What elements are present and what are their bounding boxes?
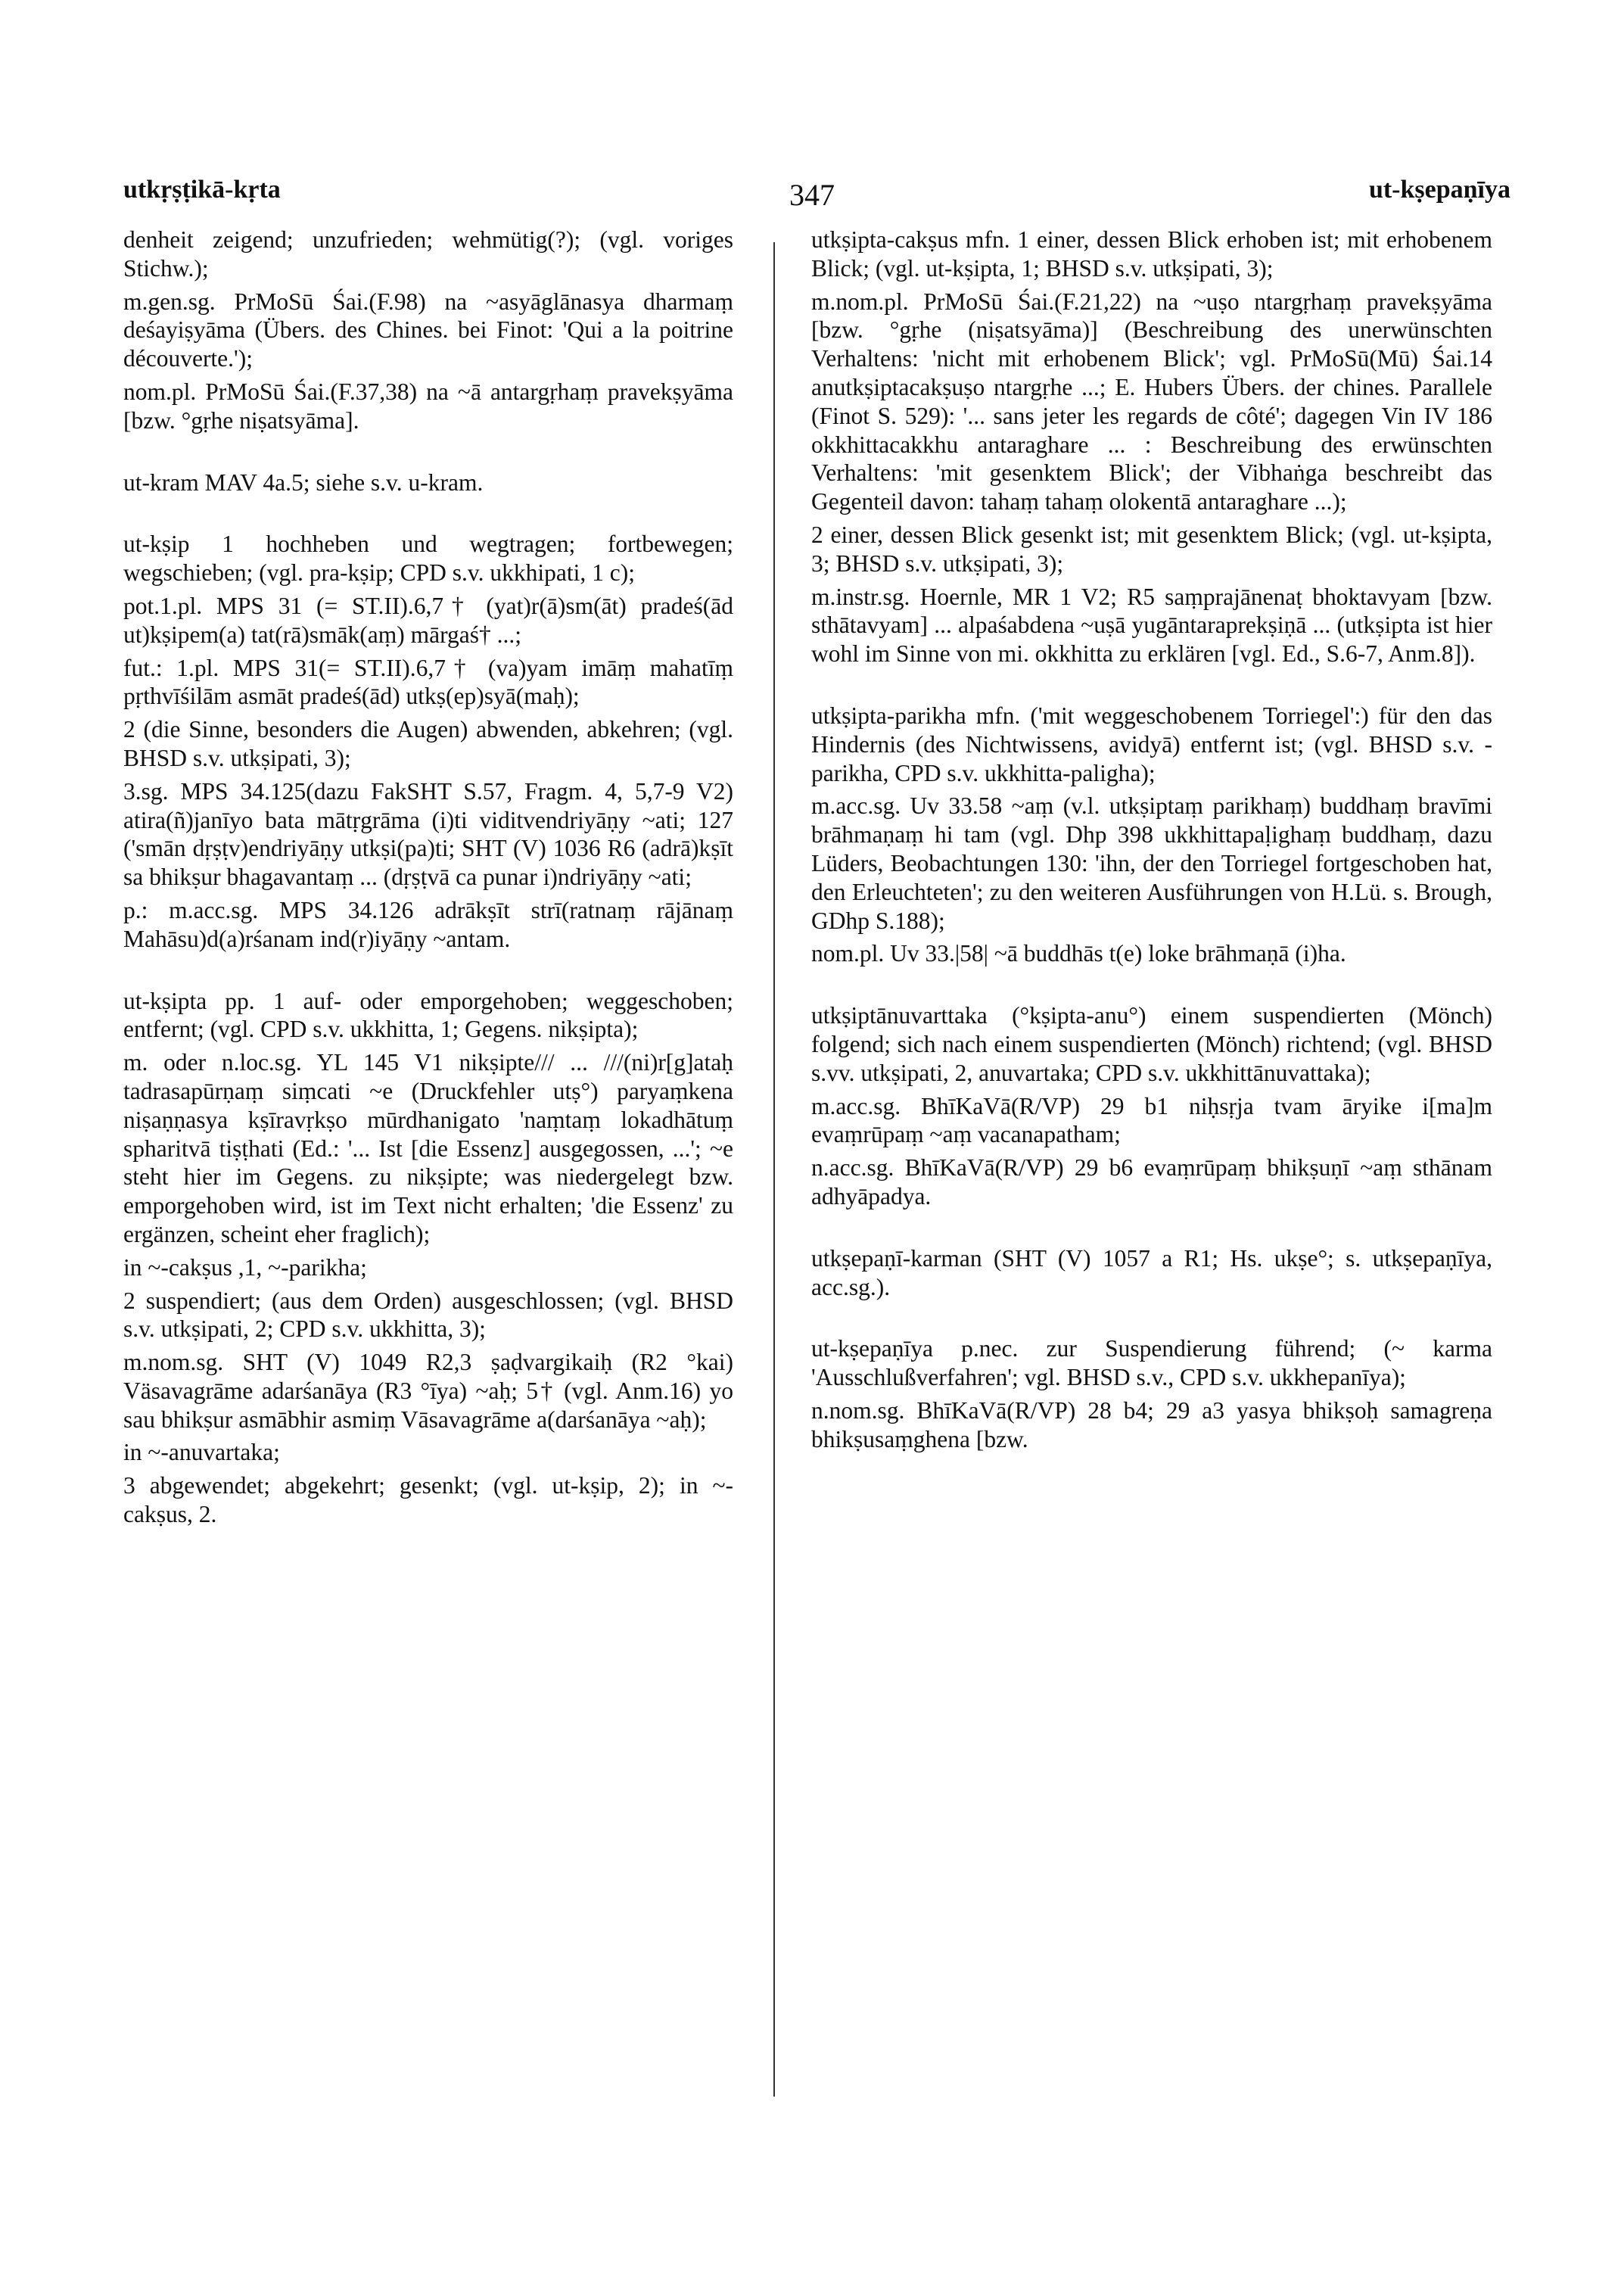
right-column-paragraph: nom.pl. Uv 33.|58| ~ā buddhās t(e) loke brāhmaṇā (i)ha. (811, 940, 1346, 967)
left-column-paragraph: in ~-cakṣus ,1, ~-parikha; (123, 1253, 367, 1281)
right-column (811, 226, 1492, 1453)
running-head-right: ut-kṣepaṇīya (1368, 176, 1510, 204)
left-column-paragraph: ut-kṣip 1 hochheben und wegtragen; fortbewegen; wegschieben; (vgl. pra-kṣip; CPD s.v. ukkhipati, 1 c); (123, 531, 733, 587)
left-column-paragraph: m. oder n.loc.sg. YL 145 V1 nikṣipte/// ... ///(ni)r[g]ataḥ tadrasapūrṇaṃ siṃcati ~e (Druckfehler utṣ°) paryaṃkena niṣaṇṇasya kṣīravṛkṣo mūrdhanigato 'naṃtaṃ lokadhātuṃ spharitvā tiṣṭhati (Ed.: '... Ist [die Essenz] ausgegossen, ...'; ~e steht hier im Gegens. zu nikṣipte; was niedergelegt bzw. emporgehoben wird, ist im Text nicht erhalten; 'die Essenz' zu ergänzen, scheint eher fraglich); (123, 1049, 733, 1247)
column-divider (773, 242, 775, 2097)
left-column-paragraph: nom.pl. PrMoSū Śai.(F.37,38) na ~ā antargṛhaṃ pravekṣyāma [bzw. °gṛhe niṣatsyāma]. (123, 378, 733, 434)
left-column-paragraph: m.nom.sg. SHT (V) 1049 R2,3 ṣaḍvargikaiḥ (R2 °kai) Väsavagrāme adarśanāya (R3 °īya) ~aḥ; 5† (vgl. Anm.16) yo sau bhikṣur asmābhir asmiṃ Vāsavagrāme a(darśanāya ~aḥ); (123, 1349, 733, 1433)
left-column-paragraph: ut-kṣipta pp. 1 auf- oder emporgehoben; weggeschoben; entfernt; (vgl. CPD s.v. ukkhitta, 1; Gegens. nikṣipta); (123, 987, 733, 1043)
right-column-paragraph: ut-kṣepaṇīya p.nec. zur Suspendierung führend; (~ karma 'Ausschlußverfahren'; vgl. BHSD s.v., CPD s.v. ukkhepanīya); (811, 1335, 1492, 1391)
right-column-paragraph: utkṣipta-cakṣus mfn. 1 einer, dessen Blick erhoben ist; mit erhobenem Blick; (vgl. ut-kṣipta, 1; BHSD s.v. utkṣipati, 3); (811, 226, 1492, 282)
right-column-paragraph: utkṣiptānuvarttaka (°kṣipta-anu°) einem suspendierten (Mönch) folgend; sich nach einem suspendierten (Mönch) richtend; (vgl. BHSD s.vv. utkṣipati, 2, anuvartaka; CPD s.v. ukkhittānuvattaka); (811, 1002, 1492, 1086)
right-column-paragraph: n.acc.sg. BhīKaVā(R/VP) 29 b6 evaṃrūpaṃ bhikṣuṇī ~aṃ sthānam adhyāpadya. (811, 1154, 1492, 1209)
running-head-left: utkṛṣṭikā-kṛta (123, 176, 281, 204)
left-column-paragraph: m.gen.sg. PrMoSū Śai.(F.98) na ~asyāglānasya dharmaṃ deśayiṣyāma (Übers. des Chines. bei Finot: 'Qui a la poitrine découverte.'); (123, 288, 733, 372)
left-column-paragraph: pot.1.pl. MPS 31 (= ST.II).6,7† (yat)r(ā)sm(āt) pradeś(ād ut)kṣipem(a) tat(rā)smāk(aṃ) mārgaś† ...; (123, 592, 733, 648)
page-number: 347 (789, 178, 835, 212)
left-column-paragraph: 2 (die Sinne, besonders die Augen) abwenden, abkehren; (vgl. BHSD s.v. utkṣipati, 3); (123, 716, 733, 771)
right-column-paragraph: m.acc.sg. BhīKaVā(R/VP) 29 b1 niḥsṛja tvam āryike i[ma]m evaṃrūpaṃ ~aṃ vacanapatham; (811, 1092, 1492, 1148)
right-column-paragraph: m.instr.sg. Hoernle, MR 1 V2; R5 saṃprajānenaṭ bhoktavyam [bzw. sthātavyam] ... alpaśabdena ~uṣā yugāntaraprekṣiṇā ... (utkṣipta ist hier wohl im Sinne von mi. okkhitta zu erklären [vgl. Ed., S.6-7, Anm.8]). (811, 583, 1492, 668)
right-column-paragraph: m.nom.pl. PrMoSū Śai.(F.21,22) na ~uṣo ntargṛhaṃ pravekṣyāma [bzw. °gṛhe (niṣatsyāma)] (Beschreibung des unerwünschten Verhaltens: 'nicht mit erhobenem Blick'; vgl. PrMoSū(Mū) Śai.14 anutkṣiptacakṣuṣo ntargṛhe ...; E. Hubers Übers. der chines. Parallele (Finot S. 529): '... sans jeter les regards de côté'; dagegen Vin IV 186 okkhittacakkhu antaraghare ... : Beschreibung des erwünschten Verhaltens: 'mit gesenktem Blick'; der Vibhaṅga beschreibt das Gegenteil davon: tahaṃ tahaṃ olokentā antaraghare ...); (811, 288, 1492, 515)
left-column-paragraph: denheit zeigend; unzufrieden; wehmütig(?); (vgl. voriges Stichw.); (123, 226, 733, 282)
right-column-paragraph: 2 einer, dessen Blick gesenkt ist; mit gesenktem Blick; (vgl. ut-kṣipta, 3; BHSD s.v. utkṣipati, 3); (811, 521, 1492, 577)
left-column-paragraph: in ~-anuvartaka; (123, 1439, 280, 1466)
left-column (123, 226, 733, 1529)
left-column-paragraph: fut.: 1.pl. MPS 31(= ST.II).6,7† (va)yam imāṃ mahatīṃ pṛthvīśilām asmāt pradeś(ād) utkṣ(ep)syā(maḥ); (123, 654, 733, 710)
left-column-paragraph: 2 suspendiert; (aus dem Orden) ausgeschlossen; (vgl. BHSD s.v. utkṣipati, 2; CPD s.v. ukkhitta, 3); (123, 1287, 733, 1343)
left-column-paragraph: ut-kram MAV 4a.5; siehe s.v. u-kram. (123, 469, 484, 496)
left-column-paragraph: 3.sg. MPS 34.125(dazu FakSHT S.57, Fragm. 4, 5,7-9 V2) atira(ñ)janīyo bata mātṛgrāma (i)ti viditvendriyāṇy ~ati; 127 ('smān dṛṣṭv)endriyāṇy utkṣi(pa)ti; SHT (V) 1036 R6 (adrā)kṣīt sa bhikṣur bhagavantaṃ ... (dṛṣṭvā ca punar i)ndriyāṇy ~ati; (123, 777, 733, 891)
right-column-paragraph: utkṣipta-parikha mfn. ('mit weggeschobenem Torriegel':) für den das Hindernis (des Nichtwissens, avidyā) entfernt ist; (vgl. BHSD s.v. -parikha, CPD s.v. ukkhitta-paligha); (811, 702, 1492, 786)
left-column-paragraph: p.: m.acc.sg. MPS 34.126 adrākṣīt strī(ratnaṃ rājānaṃ Mahāsu)d(a)rśanam ind(r)iyāṇy ~antam. (123, 896, 733, 952)
right-column-paragraph: n.nom.sg. BhīKaVā(R/VP) 28 b4; 29 a3 yasya bhikṣoḥ samagreṇa bhikṣusaṃghena [bzw. (811, 1396, 1492, 1452)
right-column-paragraph: utkṣepaṇī-karman (SHT (V) 1057 a R1; Hs. ukṣe°; s. utkṣepaṇīya, acc.sg.). (811, 1244, 1492, 1300)
right-column-paragraph: m.acc.sg. Uv 33.58 ~aṃ (v.l. utkṣiptaṃ parikhaṃ) buddhaṃ bravīmi brāhmaṇaṃ hi tam (vgl. Dhp 398 ukkhittapaḷighaṃ buddhaṃ, dazu Lüders, Beobachtungen 130: 'ihn, der den Torriegel fortgeschoben hat, den Erleuchteten'; zu den weiteren Ausführungen von H.Lü. s. Brough, GDhp S.188); (811, 792, 1492, 934)
left-column-paragraph: 3 abgewendet; abgekehrt; gesenkt; (vgl. ut-kṣip, 2); in ~-cakṣus, 2. (123, 1472, 733, 1528)
